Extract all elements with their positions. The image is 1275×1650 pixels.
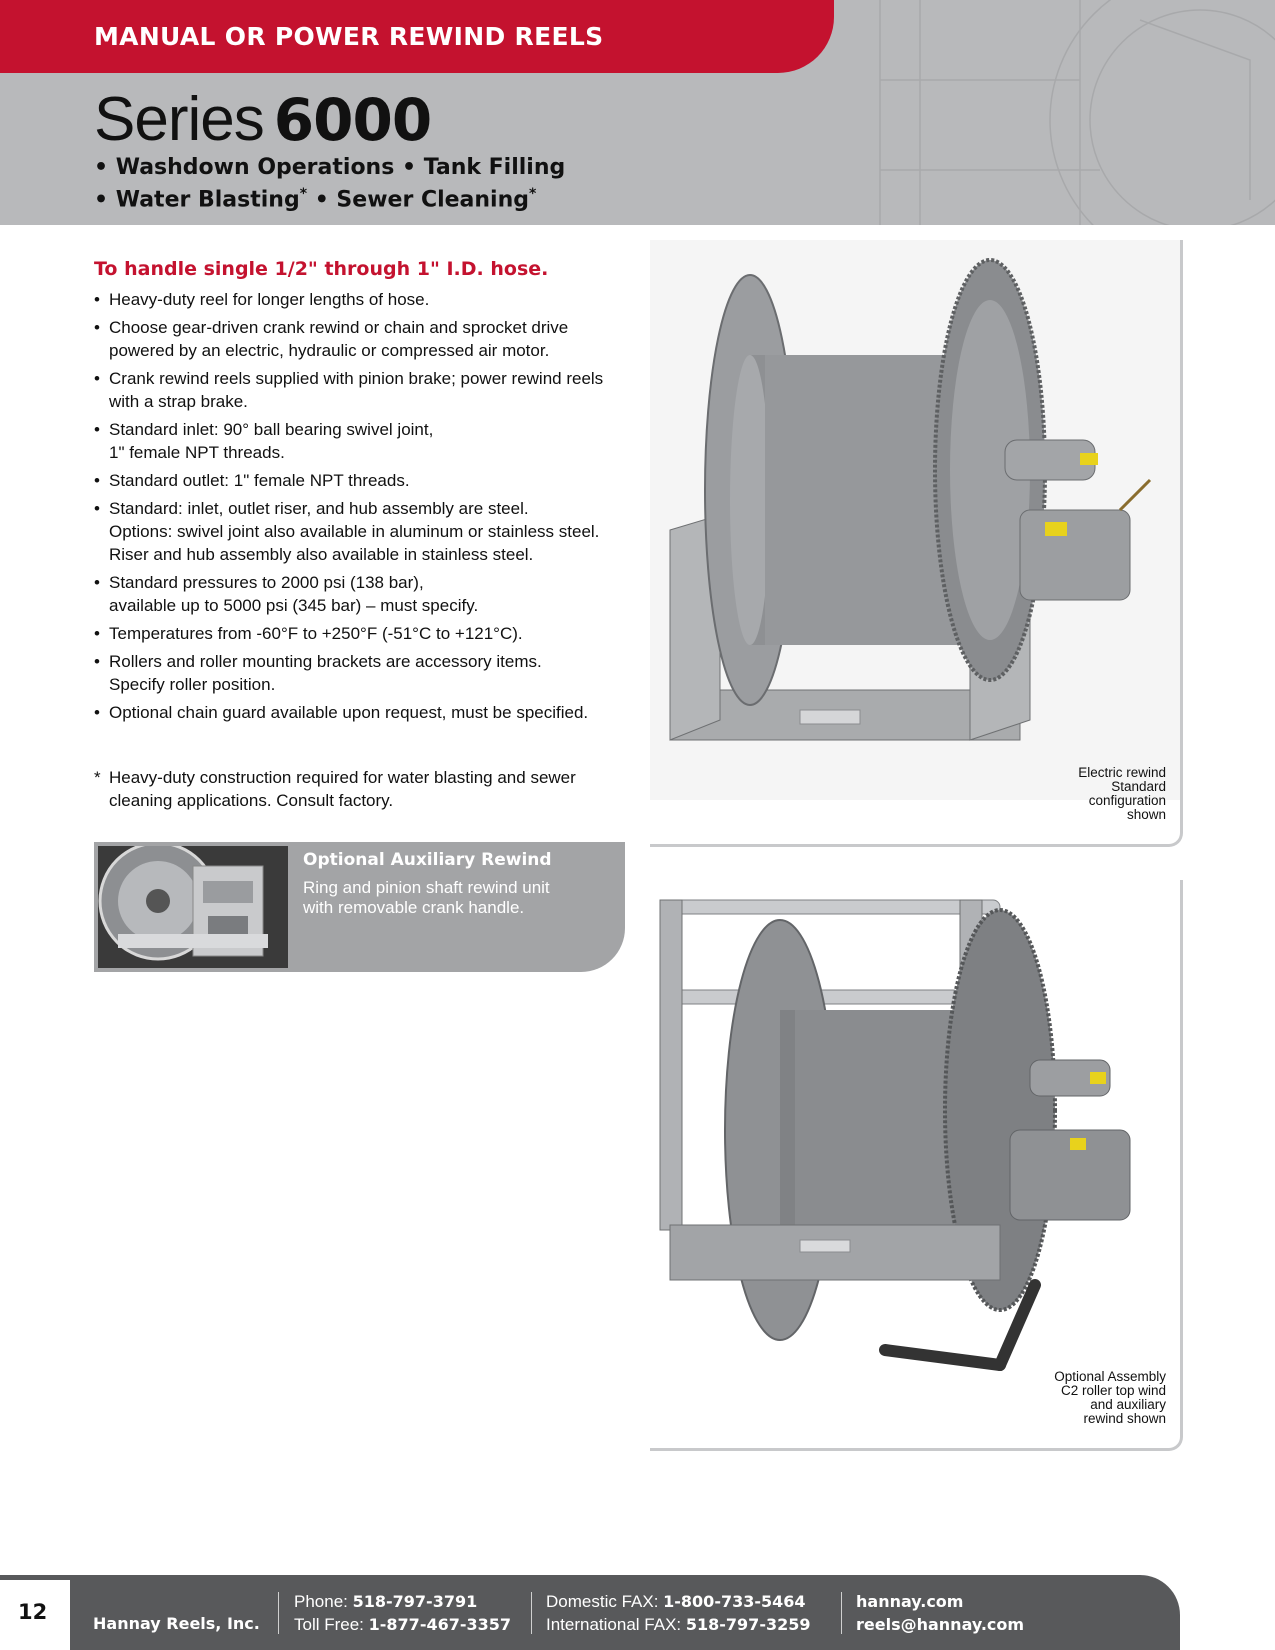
website-link[interactable]: hannay.com	[856, 1592, 964, 1611]
roller-top-wind-reel-photo	[650, 880, 1180, 1400]
domestic-fax-number: 1-800-733-5464	[663, 1592, 806, 1611]
auxiliary-rewind-title: Optional Auxiliary Rewind	[303, 850, 552, 870]
applications-water-blasting: • Water Blasting	[94, 187, 300, 213]
feature-item: • Temperatures from -60°F to +250°F (-51°C to +121°C).	[94, 622, 634, 645]
auxiliary-rewind-callout	[94, 842, 625, 972]
footer-divider	[841, 1592, 842, 1634]
page-title	[94, 84, 431, 155]
phone-line	[294, 1590, 511, 1613]
phone-label: Phone:	[294, 1592, 353, 1611]
optional-assembly-photo-frame	[650, 880, 1183, 1451]
footer-divider	[278, 1592, 279, 1634]
phone-number: 518-797-3791	[352, 1592, 478, 1611]
section-tab	[0, 0, 834, 73]
asterisk-mark: *	[299, 186, 308, 202]
domestic-fax-line	[546, 1590, 810, 1613]
feature-item: • Choose gear-driven crank rewind or chain and sprocket drive powered by an electric, hydraulic or compressed air motor.	[94, 316, 634, 362]
tollfree-number: 1-877-467-3357	[368, 1615, 512, 1634]
series-number: 6000	[273, 86, 432, 154]
applications-line-2	[94, 186, 536, 212]
footnote-text: Heavy-duty construction required for water blasting and sewer cleaning applications. Consult factory.	[109, 768, 576, 810]
auxiliary-rewind-description: Ring and pinion shaft rewind unit with removable crank handle.	[303, 878, 550, 917]
tollfree-line	[294, 1613, 511, 1636]
applications-sewer-cleaning: • Sewer Cleaning	[307, 187, 530, 213]
page-number: 12	[18, 1600, 48, 1624]
footer-web-column	[856, 1590, 1024, 1636]
footnote	[94, 766, 634, 812]
feature-item: • Heavy-duty reel for longer lengths of hose.	[94, 288, 634, 311]
section-tab-label: MANUAL OR POWER REWIND REELS	[94, 22, 604, 51]
footer-fax-column	[546, 1590, 810, 1636]
series-word: Series	[94, 85, 264, 154]
electric-rewind-caption: Electric rewind Standard configuration shown	[1078, 765, 1166, 822]
applications-line-1: • Washdown Operations • Tank Filling	[94, 155, 566, 180]
electric-rewind-photo-frame	[650, 240, 1183, 847]
reel-line-drawing	[780, 0, 1275, 225]
feature-item: • Rollers and roller mounting brackets are accessory items. Specify roller position.	[94, 650, 634, 696]
domestic-fax-label: Domestic FAX:	[546, 1592, 664, 1611]
electric-rewind-reel-photo	[650, 240, 1180, 800]
company-name: Hannay Reels, Inc.	[93, 1614, 260, 1633]
header-band	[0, 0, 1275, 225]
intl-fax-label: International FAX:	[546, 1615, 686, 1634]
feature-item: • Optional chain guard available upon request, must be specified.	[94, 701, 634, 724]
asterisk-mark: *	[529, 186, 537, 202]
intl-fax-number: 518-797-3259	[685, 1615, 811, 1634]
tollfree-label: Toll Free:	[294, 1615, 369, 1634]
feature-item: • Standard: inlet, outlet riser, and hub assembly are steel. Options: swivel joint also available in aluminum or stainless steel. Riser and hub assembly also available in stainless steel.	[94, 497, 634, 566]
intl-fax-line	[546, 1613, 810, 1636]
footer-phone-column	[294, 1590, 511, 1636]
footer-divider	[531, 1592, 532, 1634]
optional-assembly-caption: Optional Assembly C2 roller top wind and auxiliary rewind shown	[1054, 1369, 1166, 1426]
feature-item: • Standard pressures to 2000 psi (138 bar), available up to 5000 psi (345 bar) – must specify.	[94, 571, 634, 617]
feature-item: • Standard outlet: 1" female NPT threads.	[94, 469, 634, 492]
footnote-mark: *	[94, 768, 101, 787]
hose-size-heading: To handle single 1/2" through 1" I.D. hose.	[94, 258, 549, 280]
feature-item: • Standard inlet: 90° ball bearing swivel joint, 1" female NPT threads.	[94, 418, 634, 464]
auxiliary-rewind-photo	[98, 846, 288, 968]
feature-list	[94, 288, 634, 729]
email-link[interactable]: reels@hannay.com	[856, 1615, 1025, 1634]
feature-item: • Crank rewind reels supplied with pinion brake; power rewind reels with a strap brake.	[94, 367, 634, 413]
